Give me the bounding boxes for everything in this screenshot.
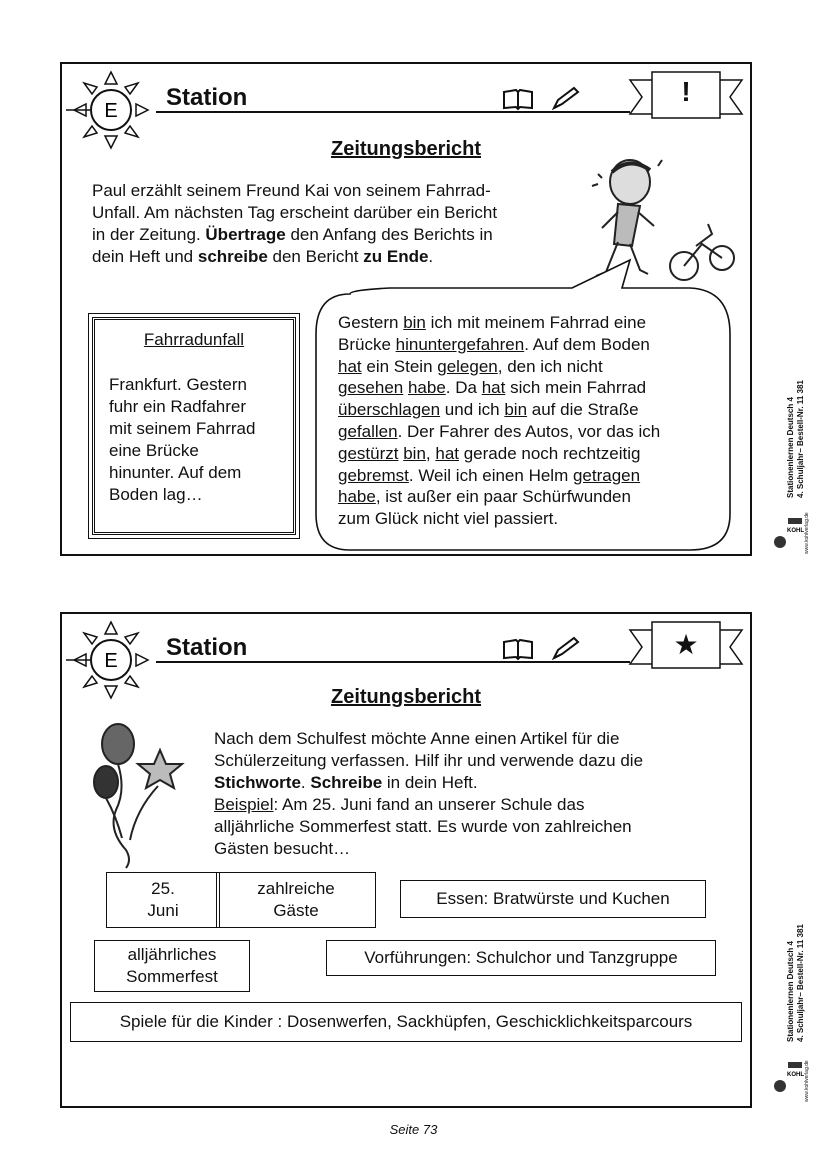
keyword-guests: zahlreiche Gäste xyxy=(216,872,376,928)
report-title: Fahrradunfall xyxy=(143,330,245,349)
task-icons xyxy=(502,86,592,114)
keyword-performances: Vorführungen: Schulchor und Tanzgruppe xyxy=(326,940,716,976)
station-title: Station xyxy=(166,84,248,111)
publisher-url: www.kohlverlag.de xyxy=(804,1060,810,1102)
balloons-illustration xyxy=(86,720,190,870)
task-icons xyxy=(502,636,592,664)
book-icon xyxy=(504,90,532,109)
pencil-icon xyxy=(554,88,578,108)
sun-letter: E xyxy=(104,650,118,672)
newspaper-report-box xyxy=(92,317,296,535)
sun-letter: E xyxy=(104,100,118,122)
card-heading: Zeitungsbericht xyxy=(330,686,481,708)
sidebar-order-number: 4. Schuljahr– Bestell-Nr. 11 381 xyxy=(796,924,805,1042)
banner-symbol: ! xyxy=(681,76,691,107)
svg-text:KOHL: KOHL xyxy=(787,528,804,534)
svg-text:KOHL: KOHL xyxy=(787,1072,804,1078)
page-number: Seite 73 xyxy=(389,1122,438,1137)
pencil-icon xyxy=(554,638,578,658)
station-card-2 xyxy=(60,612,752,1108)
star-icon: ★ xyxy=(673,629,699,660)
station-card-1 xyxy=(60,62,752,556)
publisher-url: www.kohlverlag.de xyxy=(804,512,810,554)
publisher-sidebar-1 xyxy=(774,340,814,555)
station-title: Station xyxy=(166,634,248,661)
book-icon xyxy=(504,640,532,659)
sidebar-series: Stationenlernen Deutsch 4 xyxy=(786,397,795,498)
sidebar-series: Stationenlernen Deutsch 4 xyxy=(786,941,795,1042)
keyword-summer-fest: alljährliches Sommerfest xyxy=(94,940,250,992)
card-heading: Zeitungsbericht xyxy=(330,138,481,160)
report-text: Frankfurt. Gestern fuhr ein Radfahrer mit seinem Fahrrad eine Brücke hinunter. Auf dem Boden lag… xyxy=(109,375,256,504)
keyword-date: 25. Juni xyxy=(106,872,220,928)
keyword-food: Essen: Bratwürste und Kuchen xyxy=(400,880,706,918)
instructions: Nach dem Schulfest möchte Anne einen Artikel für die Schülerzeitung verfassen. Hilf ihr und verwende dazu die Stichworte. Schreibe in dein Heft. Beispiel: Am 25. Juni fand an unserer Schule das alljährliche Sommerfest statt. Es wurde von zahlreichen Gästen besucht… xyxy=(214,729,644,858)
speech-text: Gestern bin ich mit meinem Fahrrad eine Brücke hinuntergefahren. Auf dem Boden hat ein Stein gelegen, den ich nicht gesehen habe. Da hat sich mein Fahrrad überschlagen und ich bin auf die Straße gefallen. Der Fahrer des Autos, vor das ich gestürzt bin, hat gerade noch rechtzeitig gebremst. Weil ich einen Helm getragen habe, ist außer ein paar Schürfwunden zum Glück nicht viel passiert. xyxy=(338,313,661,529)
sidebar-order-number: 4. Schuljahr– Bestell-Nr. 11 381 xyxy=(796,380,805,498)
instructions: Paul erzählt seinem Freund Kai von seinem Fahrrad- Unfall. Am nächsten Tag erscheint darüber ein Bericht in der Zeitung. Übertrage den Anfang des Berichts in dein Heft und schreibe den Bericht zu Ende. xyxy=(92,181,498,266)
keyword-games: Spiele für die Kinder : Dosenwerfen, Sackhüpfen, Geschicklichkeitsparcours xyxy=(70,1002,742,1042)
publisher-sidebar-2 xyxy=(774,890,814,1105)
